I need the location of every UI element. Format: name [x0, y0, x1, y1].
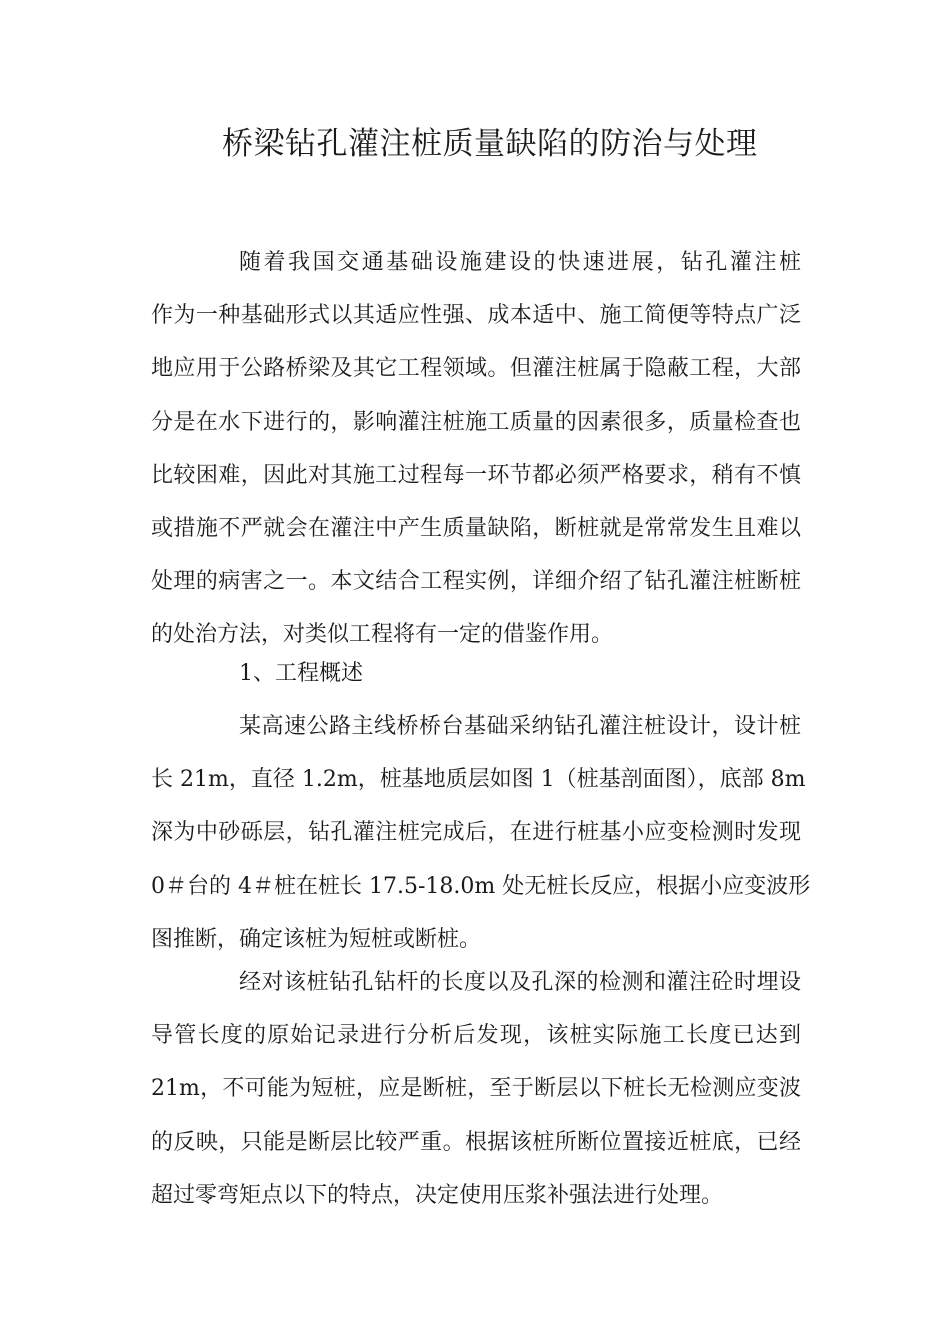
text-line: 比较困难，因此对其施工过程每一环节都必须严格要求，稍有不慎 [151, 462, 801, 488]
text-line: 作为一种基础形式以其适应性强、成本适中、施工简便等特点广泛 [151, 303, 801, 329]
paragraph-analysis [151, 956, 801, 1222]
text-line: 处理的病害之一。本文结合工程实例，详细介绍了钻孔灌注桩断桩 [151, 569, 801, 595]
text-line: 长 21m，直径 1.2m，桩基地质层如图 1（桩基剖面图），底部 8m [151, 767, 806, 793]
document-title: 桥梁钻孔灌注桩质量缺陷的防治与处理 [222, 126, 758, 162]
text-line: 21m，不可能为短桩，应是断桩，至于断层以下桩长无检测应变波 [151, 1076, 801, 1102]
text-line: 的处治方法，对类似工程将有一定的借鉴作用。 [151, 622, 614, 648]
text-line: 深为中砂砾层，钻孔灌注桩完成后，在进行桩基小应变检测时发现 [151, 820, 801, 846]
text-line: 经对该桩钻孔钻杆的长度以及孔深的检测和灌注砼时埋设 [239, 970, 801, 995]
section-heading [151, 647, 801, 700]
text-line: 或措施不严就会在灌注中产生质量缺陷，断桩就是常常发生且难以 [151, 515, 801, 541]
text-line: 随着我国交通基础设施建设的快速进展，钻孔灌注桩 [239, 250, 801, 275]
text-line: 某高速公路主线桥桥台基础采纳钻孔灌注桩设计，设计桩 [239, 714, 801, 739]
text-line: 分是在水下进行的，影响灌注桩施工质量的因素很多，质量检查也 [151, 409, 801, 435]
text-line: 地应用于公路桥梁及其它工程领域。但灌注桩属于隐蔽工程，大部 [151, 356, 801, 382]
text-line: 的反映，只能是断层比较严重。根据该桩所断位置接近桩底，已经 [151, 1129, 801, 1155]
text-line: 超过零弯矩点以下的特点，决定使用压浆补强法进行处理。 [151, 1182, 724, 1208]
paragraph-intro [151, 236, 801, 662]
text-line: 0＃台的 4＃桩在桩长 17.5-18.0m 处无桩长反应，根据小应变波形 [151, 873, 811, 899]
text-line: 图推断，确定该桩为短桩或断桩。 [151, 926, 482, 952]
section-heading-text: 1、工程概述 [239, 661, 363, 686]
text-line: 导管长度的原始记录进行分析后发现，该桩实际施工长度已达到 [151, 1023, 801, 1049]
paragraph-overview [151, 700, 811, 966]
